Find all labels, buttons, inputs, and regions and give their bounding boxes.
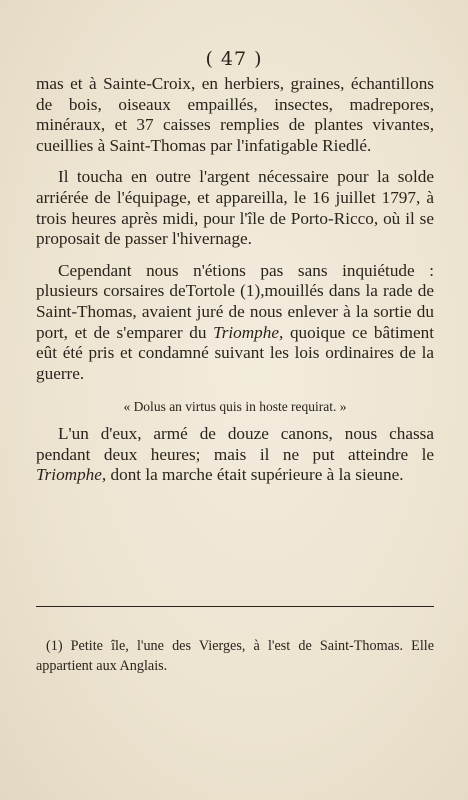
paragraph-4-text-b: , dont la marche était supérieure à la sieune. (101, 465, 404, 485)
paragraph-2: Il toucha en outre l'argent nécessaire pour la solde arriérée de l'équipage, et appareilla, le 16 juillet 1797, à trois heures après midi, pour l'île de Porto-Ricco, où il se proposait de passer l'hivernage. (36, 167, 434, 249)
page-number: ( 47 ) (205, 48, 263, 70)
paragraph-4-text-a: L'un d'eux, armé de douze canons, nous chassa pendant deux heures; mais il ne put atteindre le (36, 423, 434, 464)
paragraph-3-text-a: Cependant nous n'étions pas sans inquiétude : plusieurs corsaires deTortole (1),mouillés dans la rade de Saint-Thomas, avaient juré de nous enlever à la sortie du port, et de s'emparer du (36, 260, 434, 342)
latin-quote: « Dolus an virtus quis in hoste requirat. » (123, 399, 347, 415)
footnote-divider (36, 606, 434, 607)
paragraph-3 (36, 261, 434, 385)
footnote: (1) Petite île, l'une des Vierges, à l'est de Saint-Thomas. Elle appartient aux Anglais. (36, 638, 434, 675)
body-text (36, 74, 434, 486)
paragraph-3-ship-name: Triomphe, (213, 322, 284, 342)
paragraph-4-ship-name: Triomphe (36, 465, 102, 485)
paragraph-4 (36, 424, 434, 486)
paragraph-3-text-b: quoique ce bâtiment eût été pris et condamné suivant les lois ordinaires de la guerre. (36, 322, 434, 383)
paragraph-1: mas et à Sainte-Croix, en herbiers, graines, échantillons de bois, oiseaux empaillés, insectes, madrepores, minéraux, et 37 caisses remplies de plantes vivantes, cueillies à Saint-Thomas par l'infatigable Riedlé. (36, 74, 434, 155)
